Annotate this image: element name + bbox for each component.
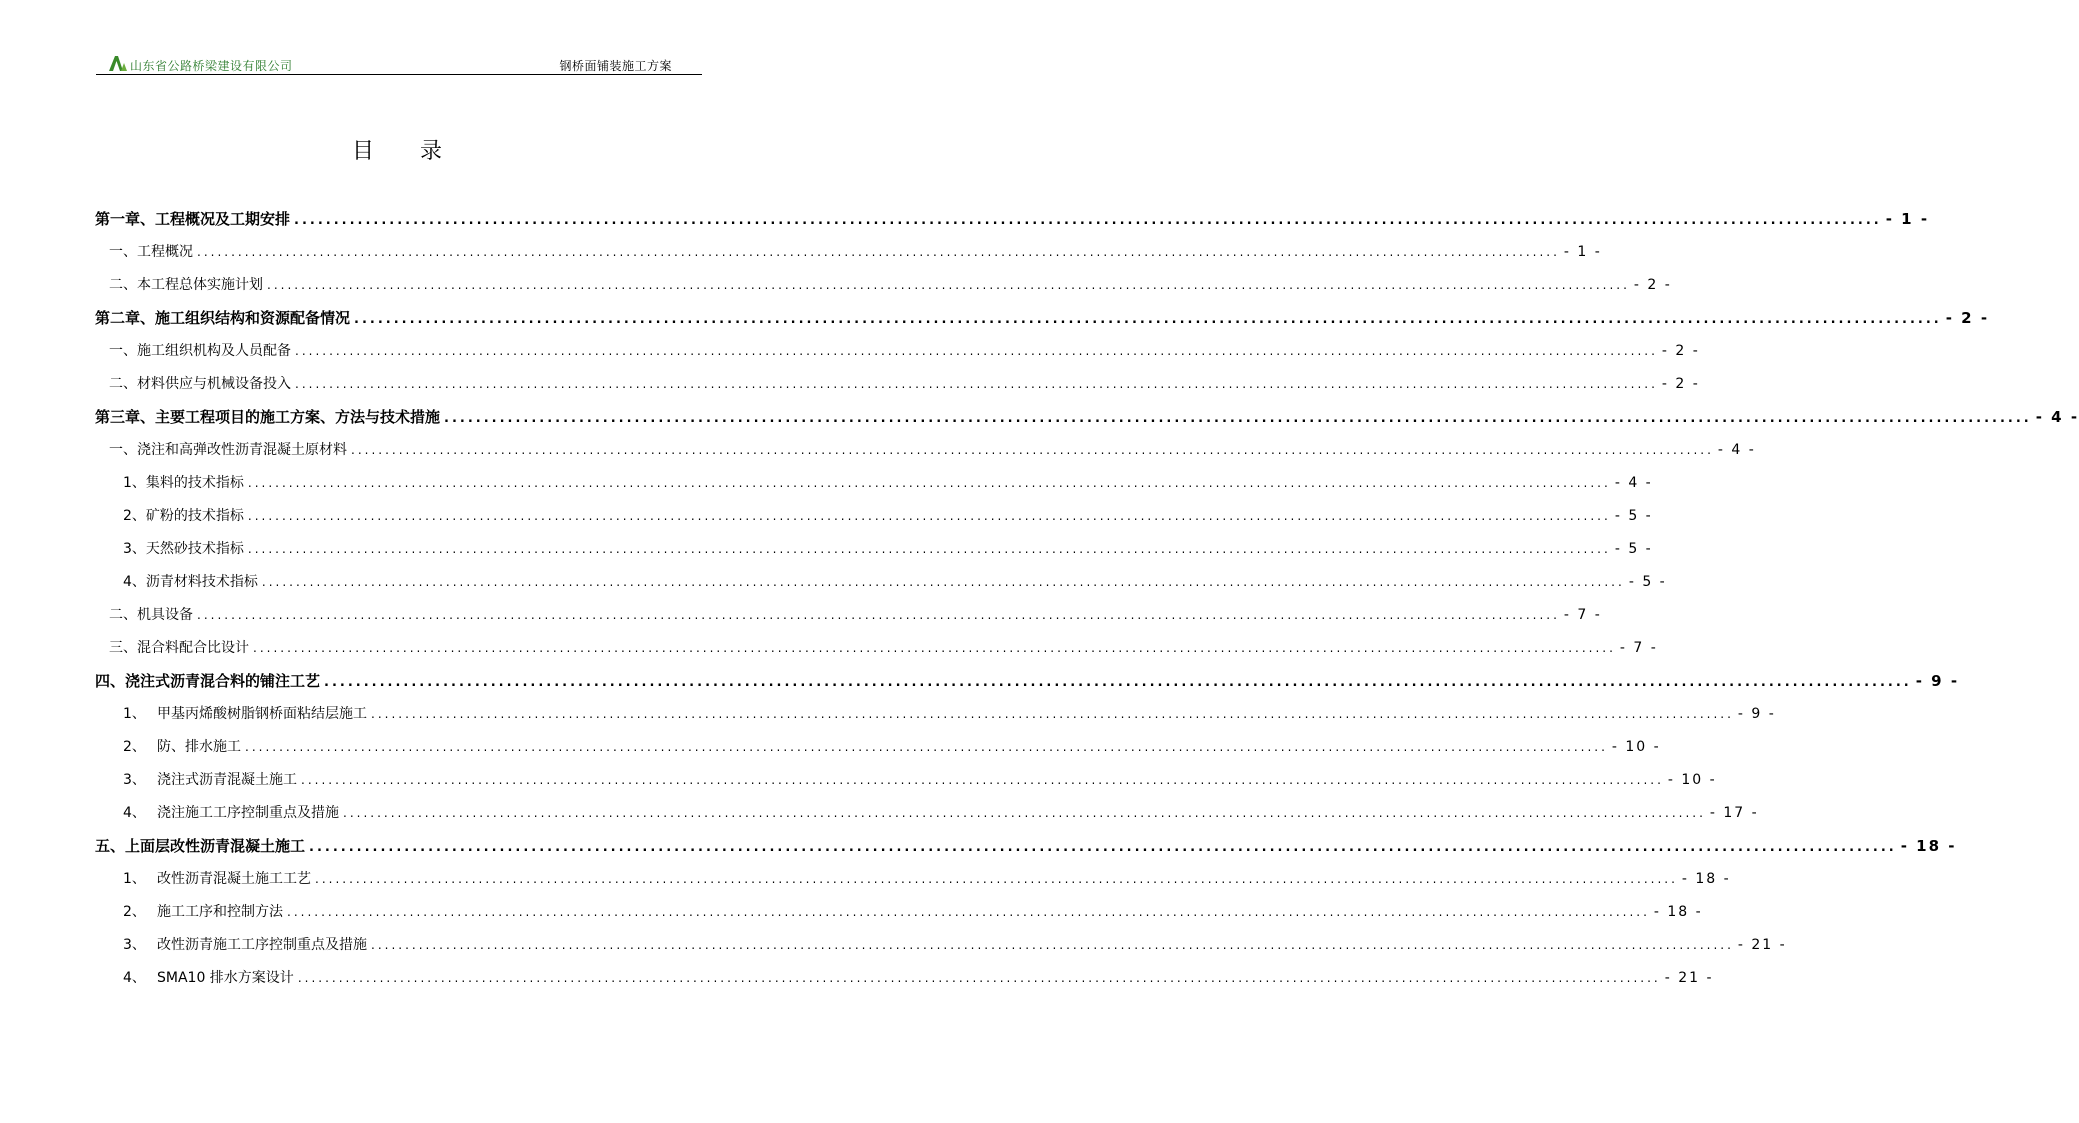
toc-entry-text <box>95 401 440 434</box>
dot-leader: ........................................................................................................................................................................................................ <box>371 707 1734 721</box>
toc-page-number: - 2 - <box>1633 277 1672 293</box>
toc-entry[interactable] <box>95 368 1700 401</box>
toc-entry-number: 3、 <box>123 772 146 788</box>
toc-entry-label: 改性沥青施工工序控制重点及措施 <box>157 937 367 953</box>
toc-title: 目录 <box>351 139 488 164</box>
toc-entry-label: SMA10 排水方案设计 <box>157 970 294 986</box>
toc-page-number: - 9 - <box>1737 706 1776 722</box>
toc-entry-label: 五、上面层改性沥青混凝土施工 <box>95 837 306 855</box>
toc-entry-label: 改性沥青混凝土施工工艺 <box>157 871 311 887</box>
toc-page-number: - 10 - <box>1611 739 1661 755</box>
toc-entry[interactable] <box>95 599 1602 632</box>
dot-leader: ........................................................................................................................................................................................................ <box>253 641 1616 655</box>
toc-entry[interactable] <box>95 533 1653 566</box>
toc-page-number: - 21 - <box>1737 937 1787 953</box>
toc-entry[interactable] <box>95 731 1661 764</box>
toc-entry-label: 一、浇注和高弹改性沥青混凝土原材料 <box>109 442 347 458</box>
toc-entry-text <box>123 500 244 533</box>
toc-page-number: - 18 - <box>1653 904 1703 920</box>
toc-entry-text <box>123 566 258 599</box>
dot-leader: ........................................................................................................................................................................................................ <box>297 971 1661 985</box>
toc-entry[interactable] <box>95 203 1930 236</box>
toc-entry-label: 三、混合料配合比设计 <box>109 640 249 656</box>
toc-entry-label: 二、材料供应与机械设备投入 <box>109 376 291 392</box>
dot-leader: ........................................................................................................................................................................................................ <box>287 905 1650 919</box>
toc-entry-label: 3、天然砂技术指标 <box>123 541 244 557</box>
toc-entry-label: 4、沥青材料技术指标 <box>123 574 258 590</box>
toc-entry[interactable] <box>95 698 1776 731</box>
dot-leader: ........................................................................................................................................................................................................ <box>354 312 1942 327</box>
toc-entry-text <box>109 335 291 368</box>
dot-leader: ........................................................................................................................................................................................................ <box>301 773 1664 787</box>
dot-leader: ........................................................................................................................................................................................................ <box>247 476 1611 490</box>
toc-entry[interactable] <box>95 632 1658 665</box>
toc-page-number: - 17 - <box>1709 805 1759 821</box>
toc-page-number: - 7 - <box>1619 640 1658 656</box>
toc-entry-text <box>109 599 193 632</box>
toc-entry-label: 甲基丙烯酸树脂钢桥面粘结层施工 <box>157 706 367 722</box>
dot-leader: ........................................................................................................................................................................................................ <box>324 675 1912 690</box>
dot-leader: ........................................................................................................................................................................................................ <box>444 411 2032 426</box>
toc-entry[interactable] <box>95 797 1759 830</box>
toc-page-number: - 4 - <box>1717 442 1756 458</box>
dot-leader: ........................................................................................................................................................................................................ <box>295 377 1658 391</box>
toc-entry-number: 1、 <box>123 706 146 722</box>
toc-entry-number: 4、 <box>123 970 146 986</box>
toc-entry-label: 浇注式沥青混凝土施工 <box>157 772 297 788</box>
toc-entry[interactable] <box>95 236 1602 269</box>
toc-entry[interactable] <box>95 764 1717 797</box>
toc-entry-label: 浇注施工工序控制重点及措施 <box>157 805 339 821</box>
dot-leader: ........................................................................................................................................................................................................ <box>295 344 1658 358</box>
dot-leader: ........................................................................................................................................................................................................ <box>247 509 1611 523</box>
toc-page-number: - 2 - <box>1945 309 1990 327</box>
toc-entry[interactable] <box>95 434 1756 467</box>
dot-leader: ........................................................................................................................................................................................................ <box>309 840 1897 855</box>
toc-entry-label: 1、集料的技术指标 <box>123 475 244 491</box>
toc-entry[interactable] <box>95 830 1957 863</box>
toc-entry-label: 四、浇注式沥青混合料的铺注工艺 <box>95 672 321 690</box>
toc-entry[interactable] <box>95 962 1714 995</box>
toc-page-number: - 18 - <box>1900 837 1957 855</box>
toc-entry[interactable] <box>95 665 1960 698</box>
toc-entry-text <box>109 269 263 302</box>
toc-entry[interactable] <box>95 401 2079 434</box>
toc-entry-number: 1、 <box>123 871 146 887</box>
toc-page-number: - 2 - <box>1661 343 1700 359</box>
toc-entry-text <box>95 203 290 236</box>
toc-entry-text <box>123 896 283 929</box>
toc-page-number: - 9 - <box>1915 672 1960 690</box>
company-name: 山东省公路桥梁建设有限公司 <box>130 59 293 73</box>
dot-leader: ........................................................................................................................................................................................................ <box>294 213 1882 228</box>
toc-entry-number: 4、 <box>123 805 146 821</box>
toc-entry-text <box>95 830 305 863</box>
dot-leader: ........................................................................................................................................................................................................ <box>247 542 1611 556</box>
toc-entry-label: 二、机具设备 <box>109 607 193 623</box>
toc-entry-text <box>123 962 294 995</box>
toc-page-number: - 18 - <box>1681 871 1731 887</box>
document-title: 钢桥面铺装施工方案 <box>559 59 672 73</box>
dot-leader: ........................................................................................................................................................................................................ <box>197 245 1560 259</box>
toc-entry-text <box>109 632 249 665</box>
toc-entry[interactable] <box>95 269 1672 302</box>
toc-page-number: - 1 - <box>1563 244 1602 260</box>
dot-leader: ........................................................................................................................................................................................................ <box>371 938 1734 952</box>
toc-page-number: - 5 - <box>1628 574 1667 590</box>
toc-entry-number: 2、 <box>123 904 146 920</box>
toc-entry[interactable] <box>95 302 1990 335</box>
table-of-contents <box>95 203 2079 995</box>
toc-entry-text <box>123 929 367 962</box>
toc-entry-text <box>123 863 311 896</box>
toc-entry-text <box>123 797 339 830</box>
toc-entry[interactable] <box>95 467 1653 500</box>
toc-page-number: - 1 - <box>1885 210 1930 228</box>
toc-page-number: - 2 - <box>1661 376 1700 392</box>
toc-entry-text <box>123 467 244 500</box>
toc-page-number: - 4 - <box>1614 475 1653 491</box>
toc-page-number: - 4 - <box>2035 408 2079 426</box>
toc-entry-label: 第三章、主要工程项目的施工方案、方法与技术措施 <box>95 408 441 426</box>
toc-entry-text <box>123 731 241 764</box>
dot-leader: ........................................................................................................................................................................................................ <box>351 443 1714 457</box>
toc-entry-number: 2、 <box>123 739 146 755</box>
toc-entry[interactable] <box>95 500 1653 533</box>
toc-entry-label: 一、施工组织机构及人员配备 <box>109 343 291 359</box>
toc-page-number: - 5 - <box>1614 541 1653 557</box>
page-header <box>96 52 702 75</box>
toc-entry-text <box>109 236 193 269</box>
toc-entry-label: 第二章、施工组织结构和资源配备情况 <box>95 309 351 327</box>
toc-page-number: - 7 - <box>1563 607 1602 623</box>
toc-entry-text <box>123 533 244 566</box>
toc-page-number: - 21 - <box>1664 970 1714 986</box>
toc-entry-label: 第一章、工程概况及工期安排 <box>95 210 291 228</box>
dot-leader: ........................................................................................................................................................................................................ <box>245 740 1608 754</box>
toc-entry-text <box>109 368 291 401</box>
toc-entry[interactable] <box>95 335 1700 368</box>
toc-entry-label: 施工工序和控制方法 <box>157 904 283 920</box>
toc-entry-text <box>109 434 347 467</box>
toc-entry-text <box>95 665 320 698</box>
dot-leader: ........................................................................................................................................................................................................ <box>315 872 1678 886</box>
dot-leader: ........................................................................................................................................................................................................ <box>261 575 1625 589</box>
toc-entry-text <box>95 302 350 335</box>
toc-entry-label: 一、工程概况 <box>109 244 193 260</box>
toc-entry[interactable] <box>95 896 1703 929</box>
toc-page-number: - 5 - <box>1614 508 1653 524</box>
toc-entry[interactable] <box>95 929 1787 962</box>
toc-entry[interactable] <box>95 863 1731 896</box>
dot-leader: ........................................................................................................................................................................................................ <box>267 278 1630 292</box>
toc-entry-label: 2、矿粉的技术指标 <box>123 508 244 524</box>
toc-entry-text <box>123 698 367 731</box>
dot-leader: ........................................................................................................................................................................................................ <box>343 806 1706 820</box>
dot-leader: ........................................................................................................................................................................................................ <box>197 608 1560 622</box>
toc-entry-text <box>123 764 297 797</box>
toc-page-number: - 10 - <box>1667 772 1717 788</box>
company-logo-icon <box>108 54 128 72</box>
toc-entry[interactable] <box>95 566 1667 599</box>
toc-entry-label: 防、排水施工 <box>157 739 241 755</box>
toc-entry-number: 3、 <box>123 937 146 953</box>
toc-entry-label: 二、本工程总体实施计划 <box>109 277 263 293</box>
